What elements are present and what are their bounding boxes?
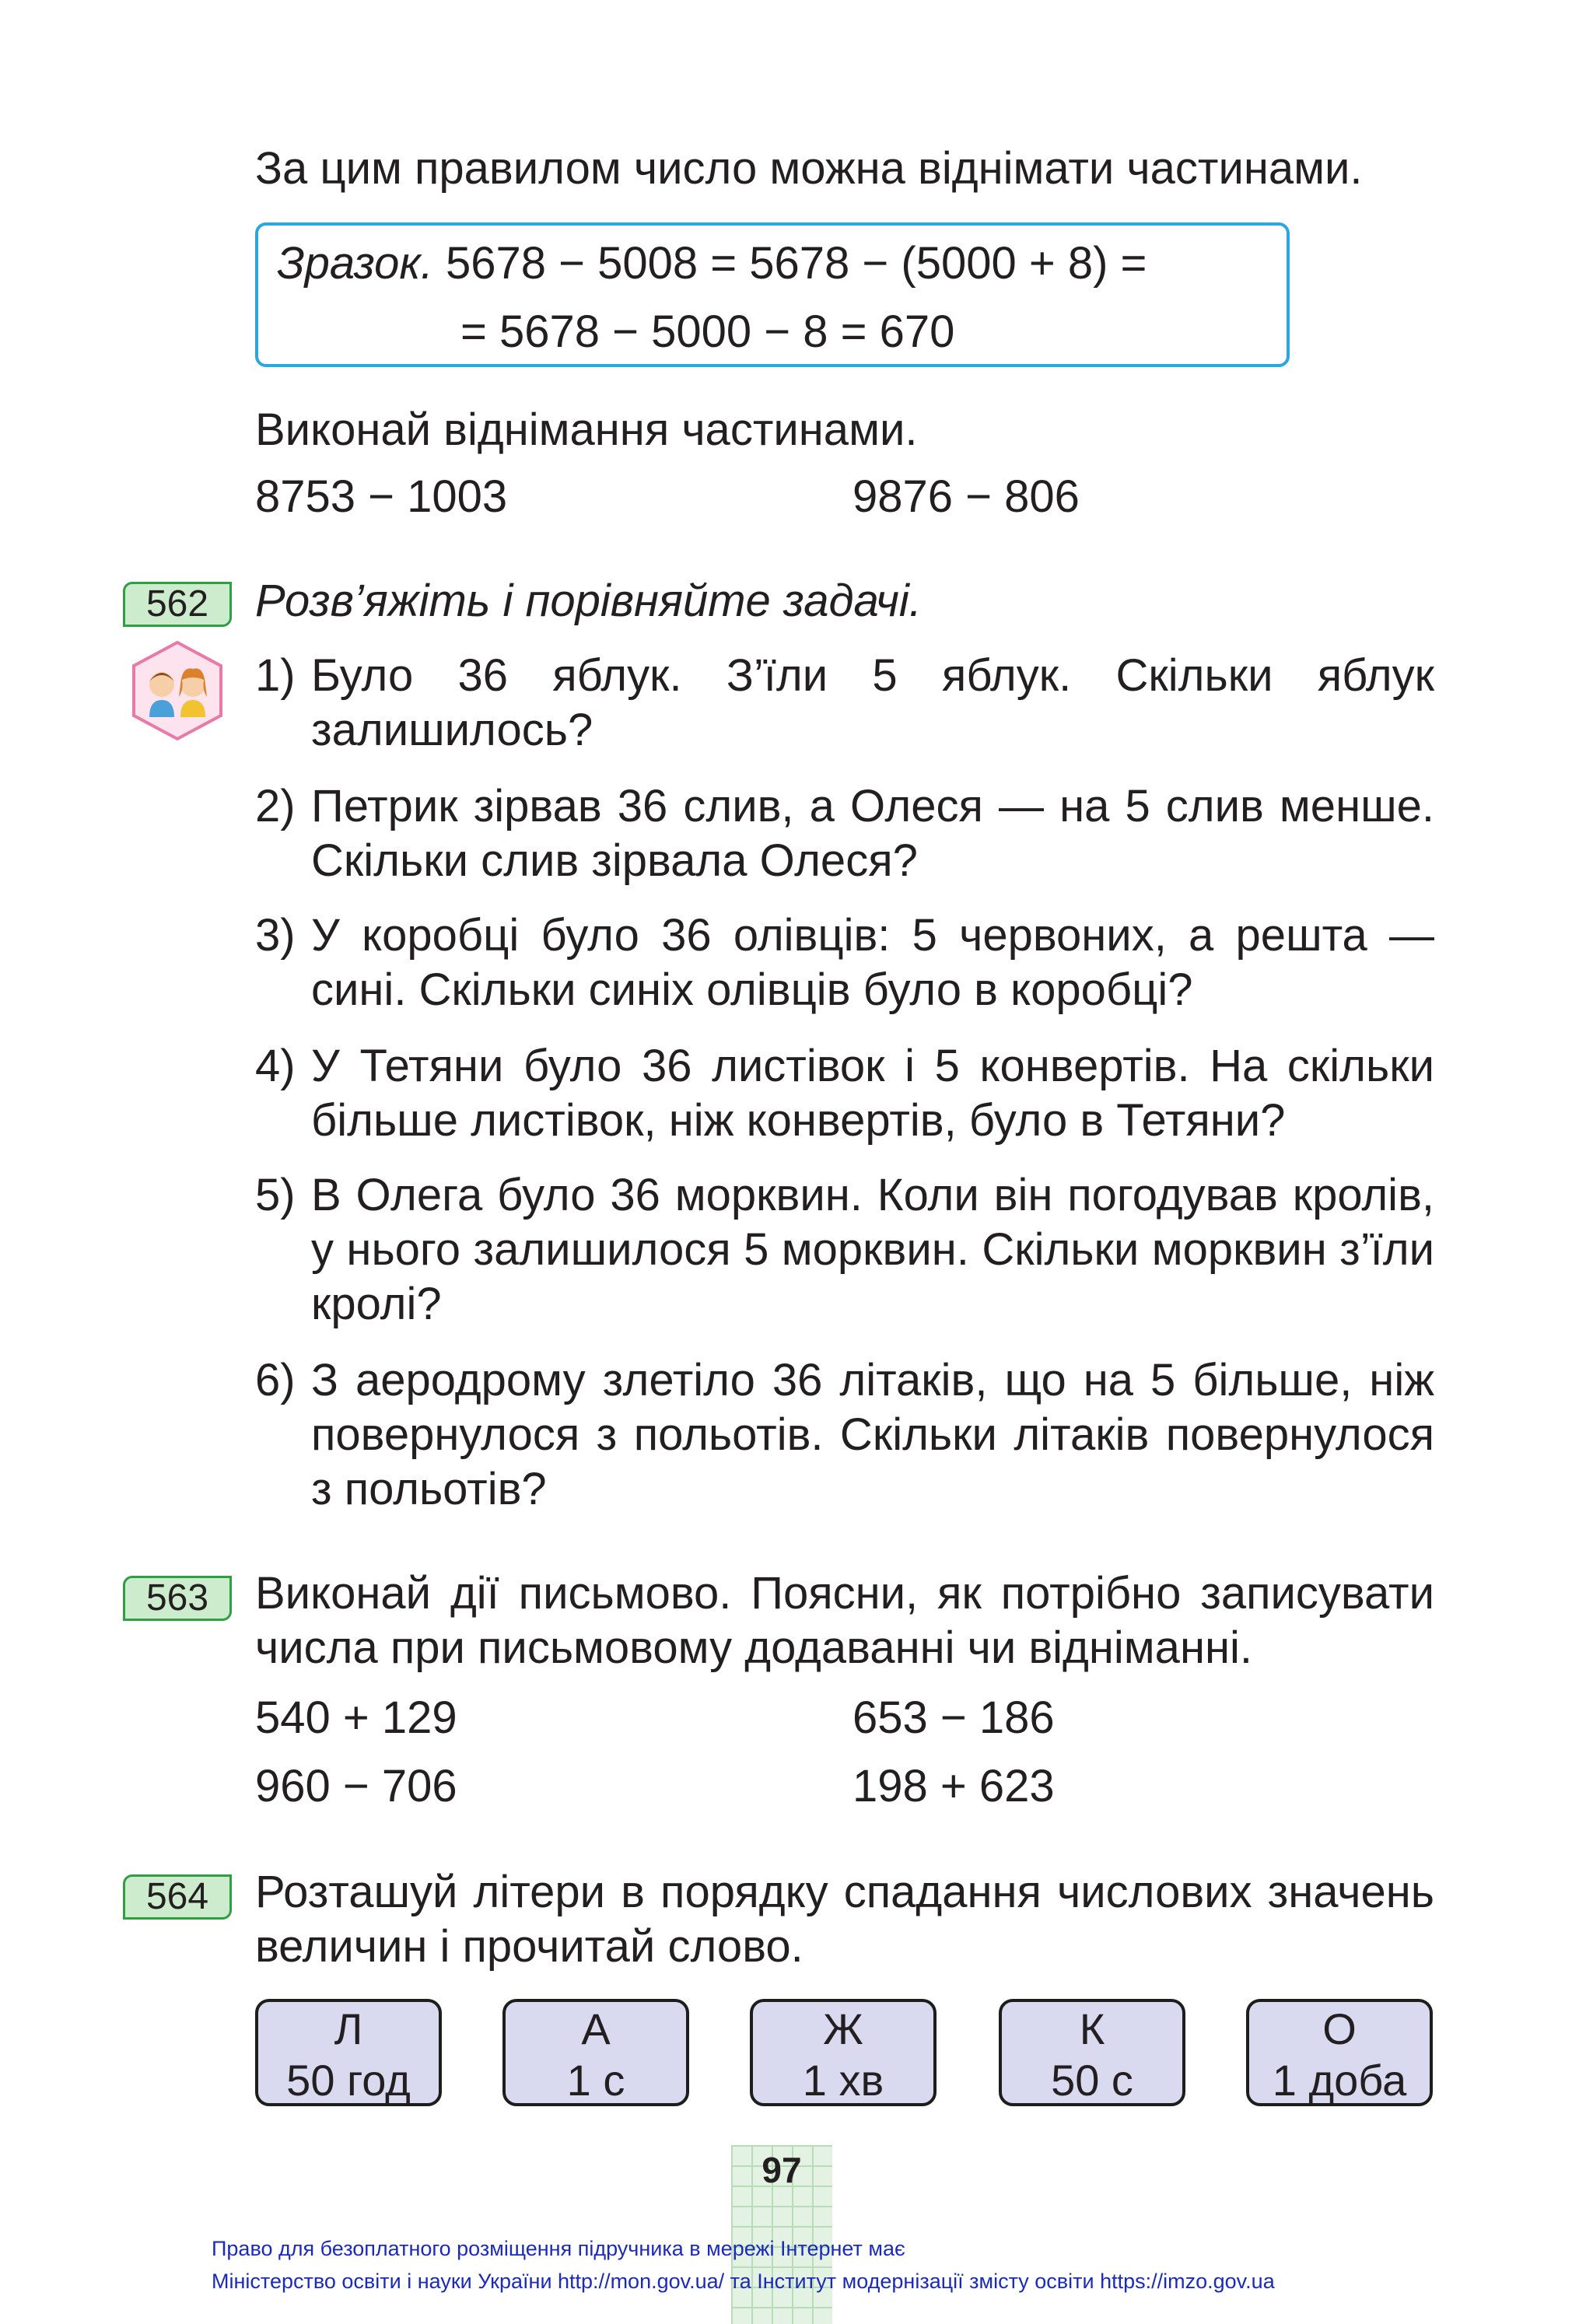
pair-work-icon bbox=[126, 639, 229, 742]
problem-number: 1) bbox=[255, 650, 296, 701]
problem-text: З аеродрому злетіло 36 літаків, що на 5 більше, ніж повернулося з польотів. Скільки літаків повернулося з польотів? bbox=[311, 1355, 1434, 1514]
task-expression: 9876 − 806 bbox=[853, 471, 1080, 522]
problem-item bbox=[255, 1353, 1434, 1517]
example-label: Зразок. bbox=[277, 238, 433, 289]
card-letter: О bbox=[1322, 2004, 1357, 2053]
problem-text: В Олега було 36 морквин. Коли він погодував кролів, у нього залишилося 5 морквин. Скільки морквин з’їли кролі? bbox=[311, 1170, 1434, 1329]
task-expression: 8753 − 1003 bbox=[255, 471, 508, 522]
footer-ministry-line: Міністерство освіти і науки України http://mon.gov.ua/ та Інститут модернізації змісту освіти https://imzo.gov.ua bbox=[212, 2270, 1275, 2293]
example-line-1 bbox=[277, 236, 1147, 291]
exercise-title-text: Розташуй літери в порядку спадання числових значень величин і прочитай слово. bbox=[255, 1867, 1434, 1972]
rule-text: За цим правилом число можна віднімати частинами. bbox=[255, 143, 1363, 194]
letter-card bbox=[750, 1999, 937, 2106]
exercise-title bbox=[255, 1566, 1434, 1675]
page-number: 97 bbox=[761, 2150, 802, 2190]
exercise-title: Розв’яжіть і порівняйте задачі. bbox=[255, 576, 922, 626]
problem-item bbox=[255, 908, 1434, 1017]
exercise-number-badge: 562 bbox=[123, 582, 232, 627]
written-expression: 540 + 129 bbox=[255, 1692, 457, 1743]
letter-card bbox=[255, 1999, 442, 2106]
problem-number: 5) bbox=[255, 1170, 296, 1220]
problem-number: 3) bbox=[255, 910, 296, 961]
exercise-title-text: Виконай дії письмово. Поясни, як потрібно записувати числа при письмовому додаванні чи відніманні. bbox=[255, 1568, 1434, 1673]
problem-text: Було 36 яблук. З’їли 5 яблук. Скільки яблук залишилось? bbox=[311, 650, 1434, 755]
problem-text: У Тетяни було 36 листівок і 5 конвертів. На скільки більше листівок, ніж конвертів, було в Тетяни? bbox=[311, 1041, 1434, 1146]
exercise-number-badge: 563 bbox=[123, 1576, 232, 1621]
task-prompt: Виконай віднімання частинами. bbox=[255, 404, 918, 455]
problem-item bbox=[255, 779, 1434, 888]
problem-number: 6) bbox=[255, 1355, 296, 1405]
problem-number: 2) bbox=[255, 781, 296, 831]
problem-item bbox=[255, 1168, 1434, 1332]
letter-card bbox=[1246, 1999, 1433, 2106]
card-letter: Ж bbox=[823, 2004, 863, 2053]
card-value: 1 с bbox=[566, 2056, 625, 2105]
card-value: 50 год bbox=[286, 2056, 411, 2105]
problem-text: Петрик зірвав 36 слив, а Олеся — на 5 слив менше. Скільки слив зірвала Олеся? bbox=[311, 781, 1434, 886]
card-letter: К bbox=[1079, 2004, 1105, 2053]
written-expression: 198 + 623 bbox=[853, 1761, 1055, 1811]
written-expression: 653 − 186 bbox=[853, 1692, 1055, 1743]
card-value: 50 с bbox=[1051, 2056, 1133, 2105]
problem-number: 4) bbox=[255, 1041, 296, 1091]
card-value: 1 хв bbox=[802, 2056, 884, 2105]
written-expression: 960 − 706 bbox=[255, 1761, 457, 1811]
problem-item bbox=[255, 649, 1434, 758]
footer-rights-line: Право для безоплатного розміщення підручника в мережі Інтернет має bbox=[212, 2237, 905, 2260]
problem-text: У коробці було 36 олівців: 5 червоних, а решта — сині. Скільки синіх олівців було в коробці? bbox=[311, 910, 1434, 1015]
card-letter: А bbox=[581, 2004, 611, 2053]
exercise-title bbox=[255, 1865, 1434, 1974]
card-letter: Л bbox=[334, 2004, 363, 2053]
example-expression-1: 5678 − 5008 = 5678 − (5000 + 8) = bbox=[446, 238, 1147, 289]
letter-card bbox=[999, 1999, 1185, 2106]
problem-item bbox=[255, 1039, 1434, 1148]
exercise-number-badge: 564 bbox=[123, 1874, 232, 1920]
card-value: 1 доба bbox=[1272, 2056, 1407, 2105]
letter-card bbox=[502, 1999, 689, 2106]
example-line-2: = 5678 − 5000 − 8 = 670 bbox=[460, 306, 955, 357]
